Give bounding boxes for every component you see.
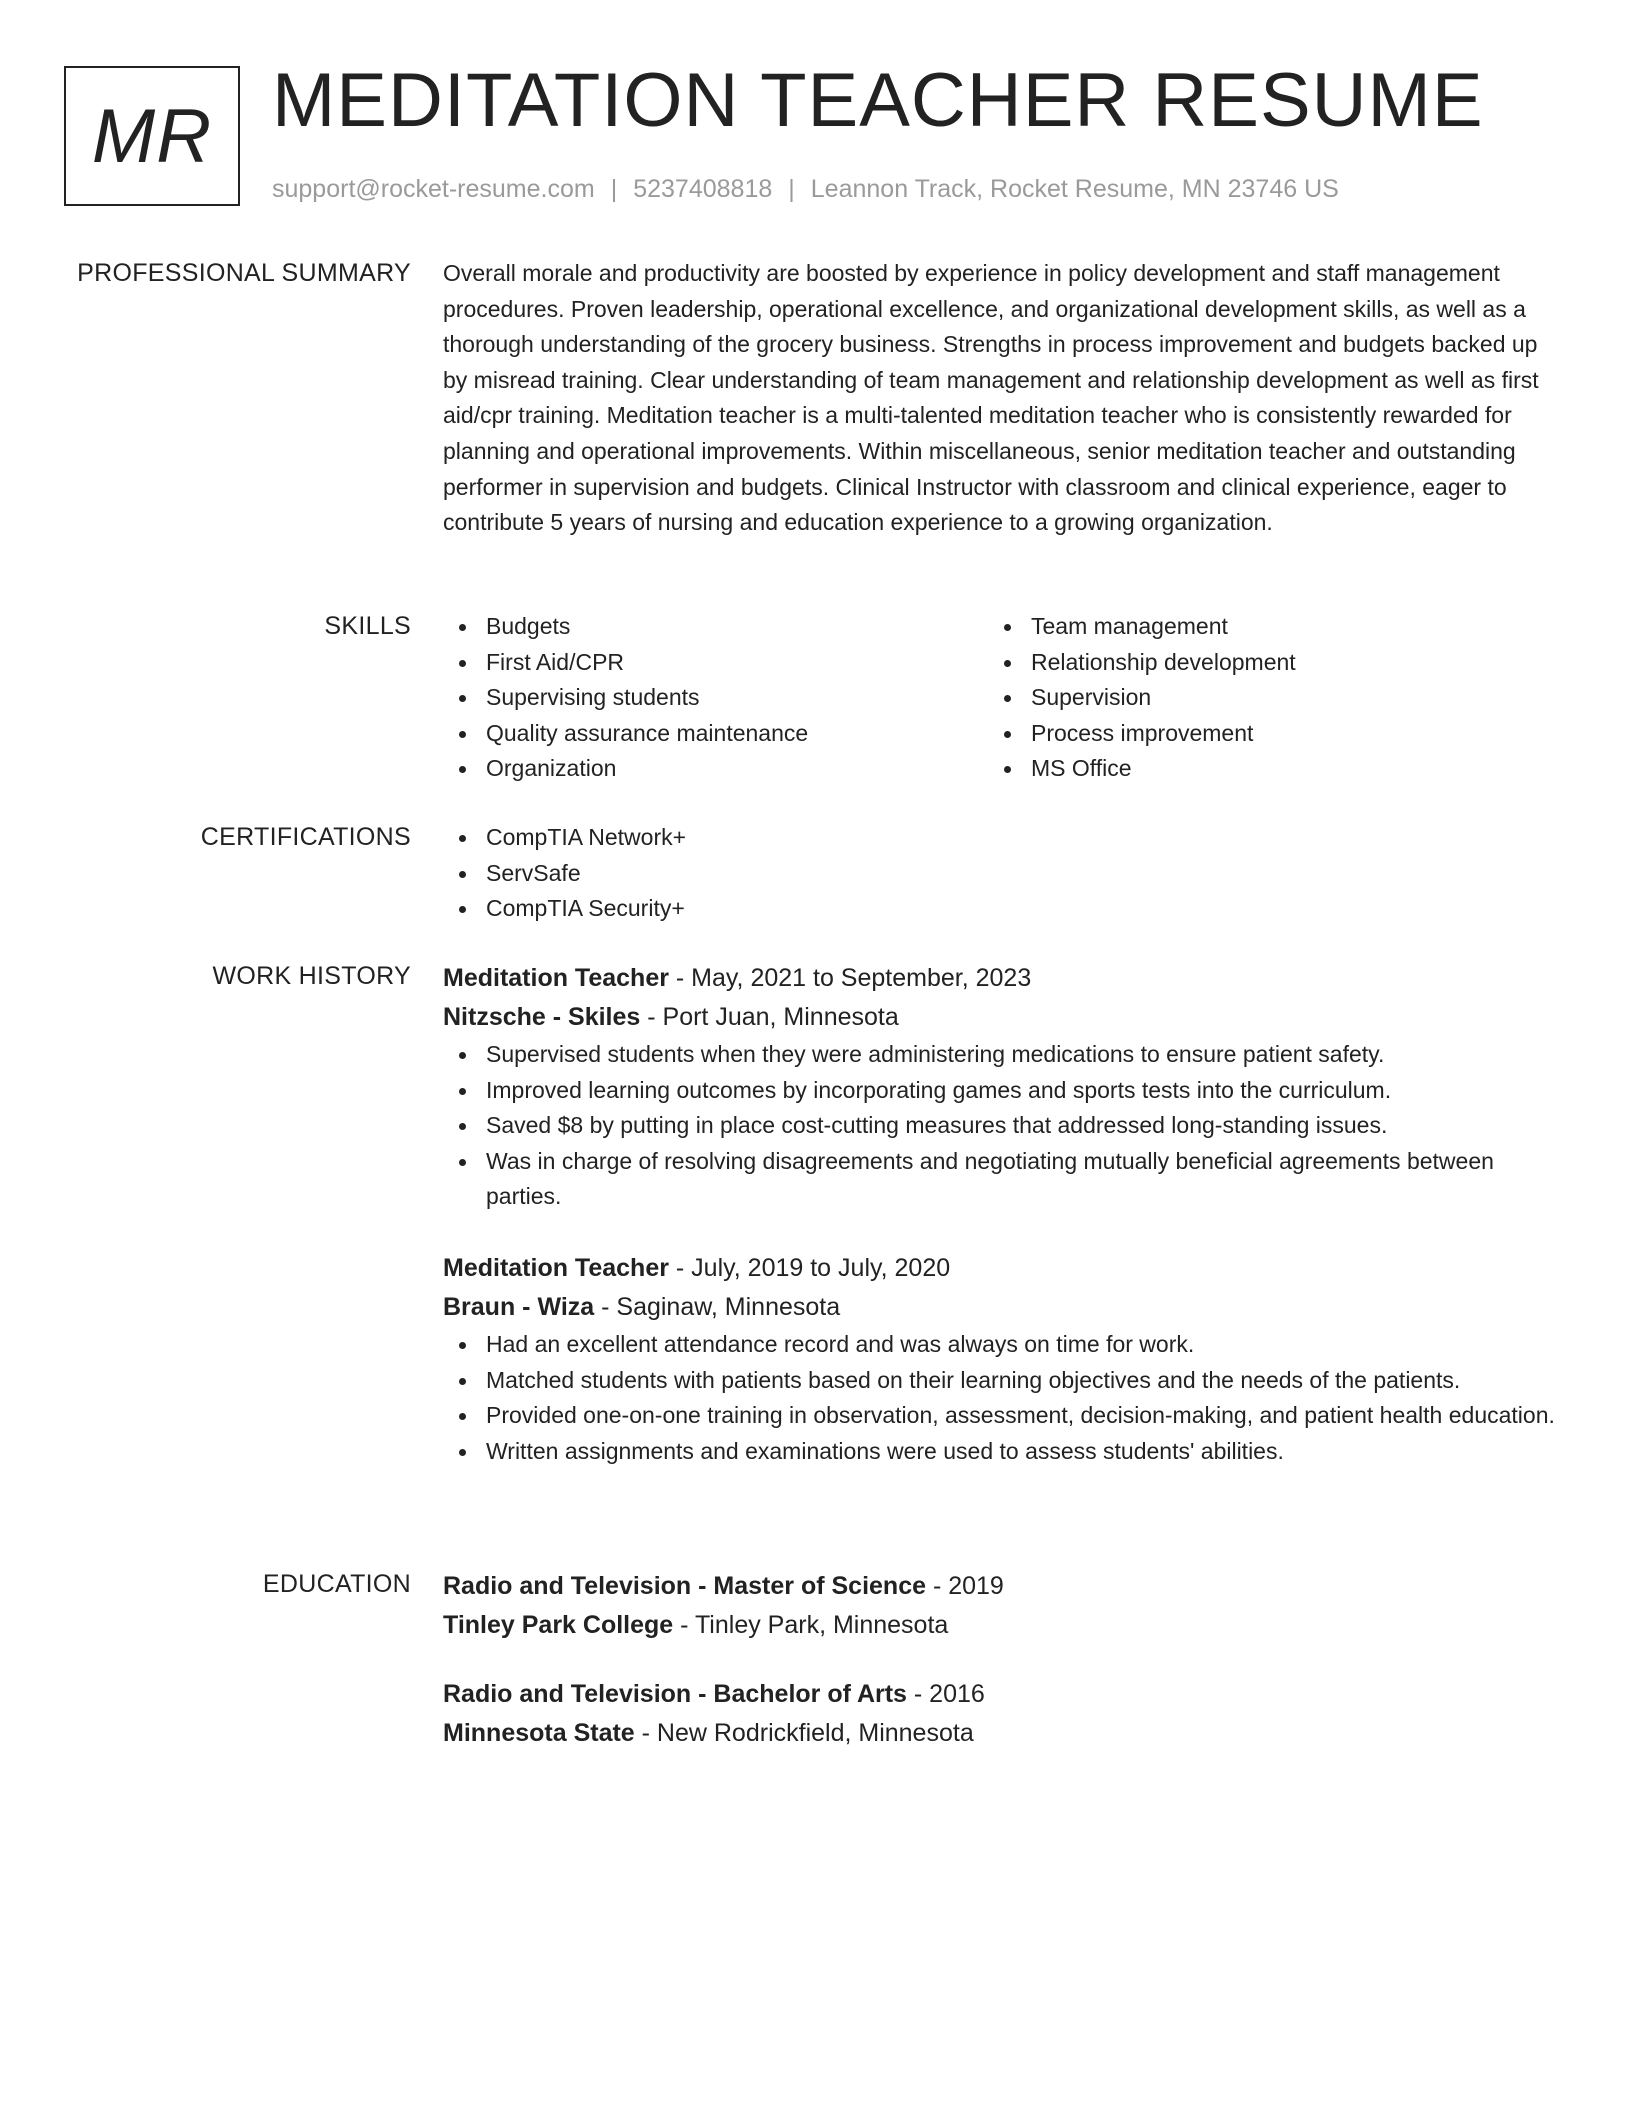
list-item: Supervised students when they were administering medications to ensure patient safety. — [443, 1037, 1555, 1073]
contact-line — [272, 172, 1339, 206]
list-item: Quality assurance maintenance — [443, 716, 988, 752]
education-school-line — [443, 1714, 1555, 1753]
education-degree: Radio and Television - Master of Science — [443, 1572, 926, 1600]
job-title-line — [443, 959, 1555, 998]
summary-content — [443, 256, 1555, 541]
education-school: Minnesota State — [443, 1719, 635, 1747]
section-label-certifications: CERTIFICATIONS — [200, 823, 411, 851]
education-content — [443, 1567, 1555, 1783]
job-duties-list — [443, 1327, 1555, 1469]
list-item: ServSafe — [443, 856, 1555, 892]
skills-content — [443, 609, 1555, 787]
education-degree: Radio and Television - Bachelor of Arts — [443, 1680, 907, 1708]
job-company-line — [443, 998, 1555, 1037]
list-item: Provided one-on-one training in observation, assessment, decision-making, and patient health education. — [443, 1398, 1555, 1434]
education-year: - 2019 — [926, 1572, 1004, 1600]
contact-address: Leannon Track, Rocket Resume, MN 23746 US — [810, 175, 1339, 203]
job-company: Nitzsche - Skiles — [443, 1003, 641, 1031]
job-company-line — [443, 1288, 1555, 1327]
education-school: Tinley Park College — [443, 1611, 674, 1639]
job-location: - Port Juan, Minnesota — [640, 1003, 899, 1031]
resume-title: MEDITATION TEACHER RESUME — [272, 58, 1484, 143]
list-item: Supervision — [988, 680, 1533, 716]
job-entry — [443, 959, 1555, 1215]
education-year: - 2016 — [906, 1680, 985, 1708]
job-location: - Saginaw, Minnesota — [594, 1292, 841, 1321]
list-item: First Aid/CPR — [443, 645, 988, 681]
monogram-initials: MR — [91, 93, 213, 179]
job-duties-list — [443, 1037, 1555, 1215]
list-item: Team management — [988, 609, 1533, 645]
job-company: Braun - Wiza — [443, 1292, 595, 1321]
job-dates: - May, 2021 to September, 2023 — [668, 964, 1032, 992]
job-title: Meditation Teacher — [443, 964, 669, 992]
work-history-content — [443, 959, 1555, 1503]
monogram-logo — [64, 66, 240, 206]
section-label-skills: SKILLS — [324, 612, 411, 640]
contact-email[interactable]: support@rocket-resume.com — [272, 175, 595, 203]
certifications-content — [443, 820, 1555, 927]
contact-separator: | — [610, 175, 618, 203]
section-label-summary: PROFESSIONAL SUMMARY — [77, 259, 411, 287]
list-item: CompTIA Network+ — [443, 820, 1555, 856]
education-degree-line — [443, 1675, 1555, 1714]
list-item: Process improvement — [988, 716, 1533, 752]
list-item: CompTIA Security+ — [443, 891, 1555, 927]
list-item: Budgets — [443, 609, 988, 645]
certifications-list — [443, 820, 1555, 927]
section-label-work-history: WORK HISTORY — [212, 962, 411, 990]
education-location: - Tinley Park, Minnesota — [673, 1611, 949, 1639]
contact-separator: | — [788, 175, 795, 203]
list-item: Organization — [443, 751, 988, 787]
list-item: Supervising students — [443, 680, 988, 716]
contact-phone[interactable]: 5237408818 — [633, 175, 773, 203]
education-degree-line — [443, 1567, 1555, 1606]
job-title: Meditation Teacher — [443, 1253, 669, 1282]
list-item: Relationship development — [988, 645, 1533, 681]
skills-columns — [443, 609, 1555, 787]
skills-list-left — [443, 609, 988, 787]
list-item: Matched students with patients based on their learning objectives and the needs of the patients. — [443, 1363, 1555, 1399]
list-item: Saved $8 by putting in place cost-cutting measures that addressed long-standing issues. — [443, 1108, 1555, 1144]
list-item: Had an excellent attendance record and was always on time for work. — [443, 1327, 1555, 1363]
section-label-education: EDUCATION — [262, 1570, 411, 1598]
education-location: - New Rodrickfield, Minnesota — [634, 1719, 974, 1747]
job-entry — [443, 1249, 1555, 1469]
list-item: Written assignments and examinations were used to assess students' abilities. — [443, 1434, 1555, 1470]
skills-list-right — [988, 609, 1533, 787]
list-item: MS Office — [988, 751, 1533, 787]
summary-text: Overall morale and productivity are boosted by experience in policy development and staff management procedures. Proven leadership, operational excellence, and organizational development skills, as well as a thorough understanding of the grocery business. Strengths in process improvement and budgets backed up by misread training. Clear understanding of team management and relationship development as well as first aid/cpr training. Meditation teacher is a multi-talented meditation teacher who is consistently rewarded for planning and operational improvements. Within miscellaneous, senior meditation teacher and outstanding performer in supervision and budgets. Clinical Instructor with classroom and clinical experience, eager to contribute 5 years of nursing and education experience to a growing organization. — [443, 260, 1539, 536]
job-dates: - July, 2019 to July, 2020 — [668, 1253, 951, 1282]
job-title-line — [443, 1249, 1555, 1288]
education-school-line — [443, 1606, 1555, 1645]
education-entry — [443, 1567, 1555, 1645]
education-entry — [443, 1675, 1555, 1753]
list-item: Was in charge of resolving disagreements and negotiating mutually beneficial agreements between parties. — [443, 1144, 1555, 1215]
list-item: Improved learning outcomes by incorporating games and sports tests into the curriculum. — [443, 1073, 1555, 1109]
